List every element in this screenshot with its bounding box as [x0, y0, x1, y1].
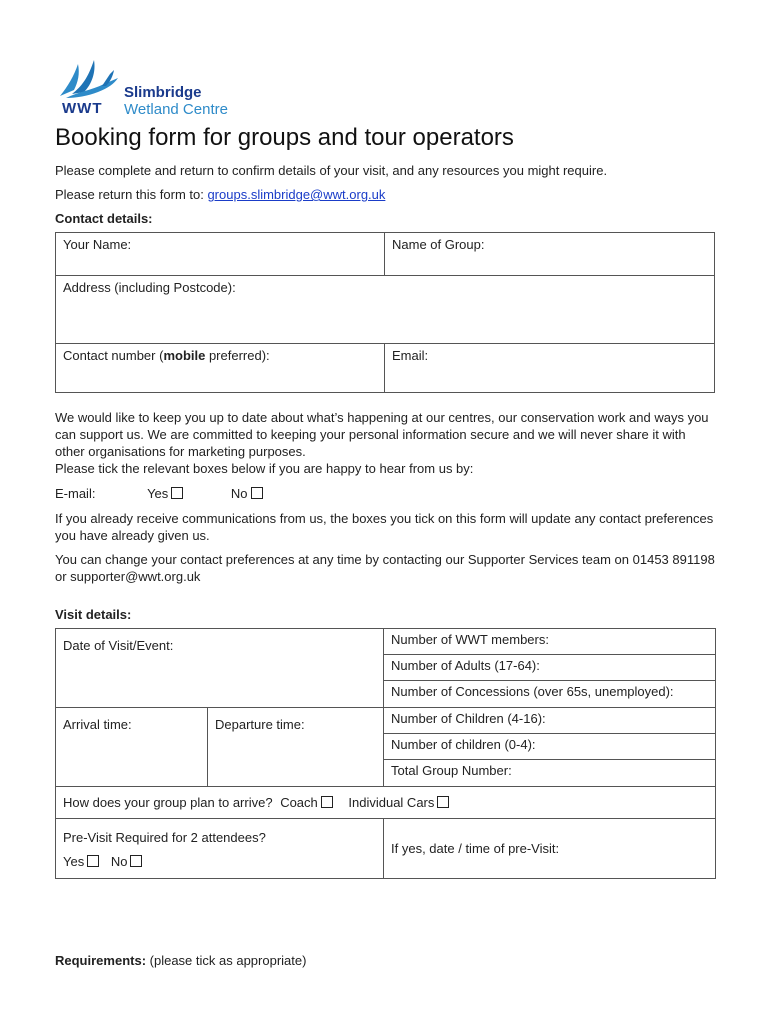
intro-text: Please complete and return to confirm details of your visit, and any resources you might require.: [55, 163, 608, 178]
consent-yes-checkbox[interactable]: [171, 487, 183, 499]
requirements-label: Requirements:: [55, 953, 147, 968]
logo-line1: Slimbridge: [124, 84, 202, 101]
requirements-line: [55, 952, 306, 969]
page-title: Booking form for groups and tour operators: [55, 124, 514, 151]
counts-group-1: [384, 629, 716, 708]
phone-label: Contact number (mobile preferred):: [63, 348, 270, 363]
previsit-no-label: No: [110, 854, 128, 869]
count-label: Number of WWT members:: [391, 632, 549, 647]
existing-comms-text: If you already receive communications from us, the boxes you tick on this form will update any contact preferences you have already given us.: [55, 511, 714, 543]
count-members-field[interactable]: [384, 629, 715, 655]
count-label: Total Group Number:: [391, 763, 512, 778]
departure-time-label: Departure time:: [215, 717, 305, 732]
address-label: Address (including Postcode):: [63, 280, 236, 295]
previsit-no-checkbox[interactable]: [130, 855, 142, 867]
visit-table: [55, 628, 716, 879]
count-label: Number of Children (4-16):: [391, 711, 546, 726]
count-children-field[interactable]: [384, 708, 715, 734]
logo-line2: Wetland Centre: [124, 101, 228, 118]
previsit-row: [56, 819, 384, 879]
departure-time-field[interactable]: [208, 708, 384, 787]
visit-date-field[interactable]: [56, 629, 384, 708]
visit-heading: Visit details:: [55, 607, 132, 622]
visit-date-label: Date of Visit/Event:: [63, 638, 174, 653]
return-prefix: Please return this form to:: [55, 187, 208, 202]
arrival-time-field[interactable]: [56, 708, 208, 787]
email-consent-row: [55, 485, 263, 502]
requirements-note: (please tick as appropriate): [146, 953, 307, 968]
count-label: Number of Adults (17-64):: [391, 658, 540, 673]
arrival-method-question: How does your group plan to arrive?: [63, 795, 273, 810]
count-label: Number of children (0-4):: [391, 737, 536, 752]
email-label: Email:: [392, 348, 429, 363]
your-name-field[interactable]: [56, 233, 385, 276]
logo: [58, 56, 248, 122]
group-name-label: Name of Group:: [392, 237, 485, 252]
coach-checkbox[interactable]: [321, 796, 333, 808]
previsit-date-field[interactable]: [384, 819, 716, 879]
contact-heading: Contact details:: [55, 211, 153, 226]
email-consent-label: E-mail:: [55, 486, 96, 501]
previsit-yes-label: Yes: [63, 854, 85, 869]
your-name-label: Your Name:: [63, 237, 132, 252]
arrival-method-row: [56, 787, 716, 819]
consent-no-label: No: [230, 486, 248, 501]
previsit-yes-checkbox[interactable]: [87, 855, 99, 867]
marketing-paragraph: We would like to keep you up to date about what’s happening at our centres, our conservation work and ways you can support us. We are committed to keeping your personal information secure and we will never share it with other organisations for marketing purposes.: [55, 410, 709, 459]
logo-wwt: WWT: [62, 100, 103, 117]
return-text: [55, 186, 385, 203]
tick-instruction: Please tick the relevant boxes below if you are happy to hear from us by:: [55, 461, 474, 476]
coach-label: Coach: [280, 795, 318, 810]
count-infants-field[interactable]: [384, 734, 715, 760]
address-field[interactable]: [56, 276, 715, 344]
previsit-date-label: If yes, date / time of pre-Visit:: [391, 841, 560, 856]
cars-label: Individual Cars: [348, 795, 435, 810]
group-name-field[interactable]: [385, 233, 715, 276]
swan-flight-icon: [58, 56, 122, 102]
consent-no-checkbox[interactable]: [251, 487, 263, 499]
phone-field[interactable]: [56, 344, 385, 393]
return-email-link[interactable]: groups.slimbridge@wwt.org.uk: [207, 187, 386, 202]
previsit-question: Pre-Visit Required for 2 attendees?: [63, 830, 266, 845]
previsit-options: [63, 850, 376, 874]
counts-group-2: [384, 708, 716, 787]
count-total-field[interactable]: [384, 760, 715, 786]
email-field[interactable]: [385, 344, 715, 393]
count-label: Number of Concessions (over 65s, unemployed):: [391, 684, 674, 699]
arrival-time-label: Arrival time:: [63, 717, 132, 732]
count-adults-field[interactable]: [384, 655, 715, 681]
contact-table: [55, 232, 715, 393]
consent-yes-label: Yes: [147, 486, 169, 501]
change-preferences-text: You can change your contact preferences at any time by contacting our Supporter Services team on 01453 891198 or supporter@wwt.org.uk: [55, 552, 715, 584]
cars-checkbox[interactable]: [437, 796, 449, 808]
count-concessions-field[interactable]: [384, 681, 715, 707]
